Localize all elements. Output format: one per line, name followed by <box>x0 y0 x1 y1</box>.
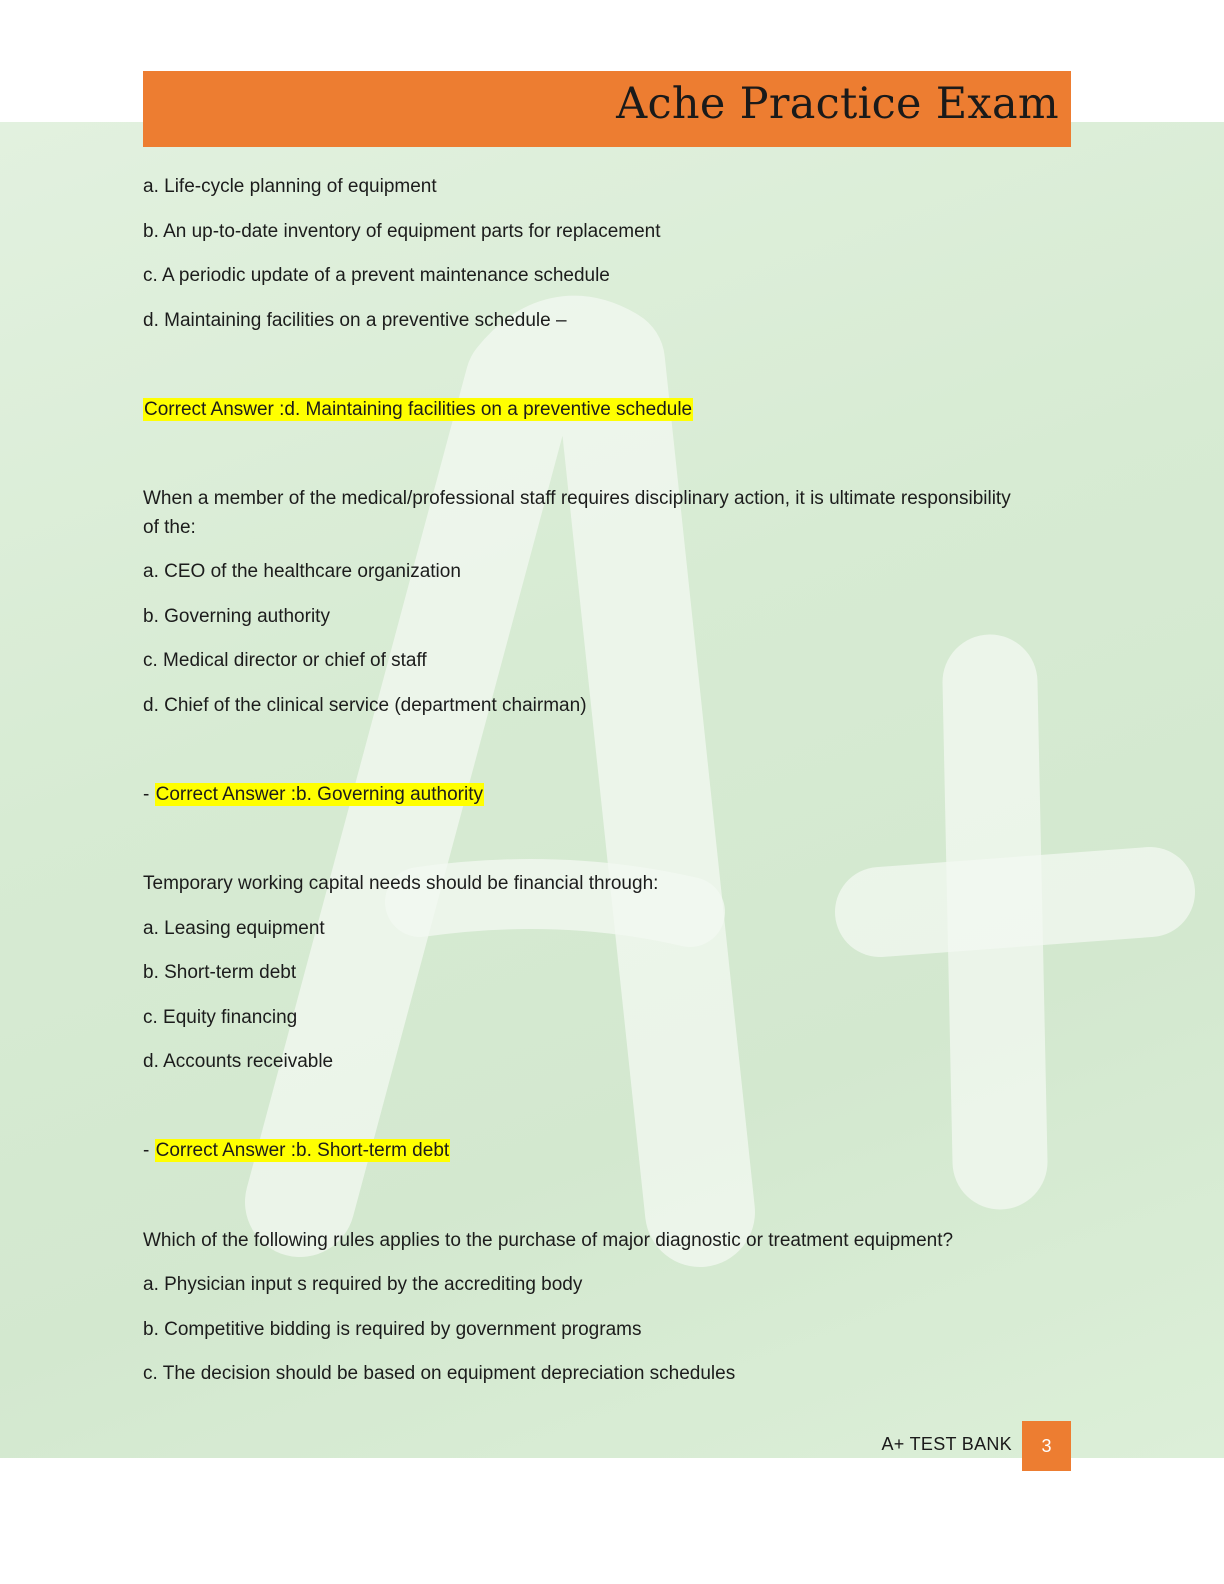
correct-answer-highlight: Correct Answer :b. Short-term debt <box>155 1140 450 1161</box>
question-stem: When a member of the medical/professional staff requires disciplinary action, it is ultimate responsibility of the: <box>143 488 1011 538</box>
option-text: d. Maintaining facilities on a preventive schedule – <box>143 310 567 331</box>
option-text: b. Governing authority <box>143 606 330 627</box>
option-text: b. Short-term debt <box>143 962 297 983</box>
option-text: a. Physician input s required by the accrediting body <box>143 1274 583 1295</box>
answer-line <box>143 395 693 424</box>
option-text: b. An up-to-date inventory of equipment parts for replacement <box>143 221 661 242</box>
question-stem: Which of the following rules applies to the purchase of major diagnostic or treatment equipment? <box>143 1230 954 1251</box>
option-text: c. Equity financing <box>143 1007 298 1028</box>
answer-prefix: - <box>143 784 155 805</box>
option-text: c. Medical director or chief of staff <box>143 650 427 671</box>
option-text: a. Life-cycle planning of equipment <box>143 176 437 197</box>
option-text: d. Accounts receivable <box>143 1051 334 1072</box>
page-title: Ache Practice Exam <box>616 79 1059 129</box>
option-text: c. The decision should be based on equipment depreciation schedules <box>143 1363 736 1384</box>
footer-label: A+ TEST BANK <box>881 1434 1012 1454</box>
question-stem: Temporary working capital needs should be financial through: <box>143 873 659 894</box>
option-text: d. Chief of the clinical service (department chairman) <box>143 695 587 716</box>
option-text: a. Leasing equipment <box>143 918 325 939</box>
answer-line <box>143 780 484 809</box>
option-text: c. A periodic update of a prevent maintenance schedule <box>143 265 610 286</box>
option-text: a. CEO of the healthcare organization <box>143 561 461 582</box>
option-text: b. Competitive bidding is required by government programs <box>143 1319 642 1340</box>
header-bar <box>143 71 1071 147</box>
page-number: 3 <box>1022 1421 1071 1471</box>
correct-answer-highlight: Correct Answer :b. Governing authority <box>155 784 483 805</box>
answer-prefix: - <box>143 1140 155 1161</box>
correct-answer-highlight: Correct Answer :d. Maintaining facilities on a preventive schedule <box>144 399 693 420</box>
answer-line <box>143 1136 450 1165</box>
